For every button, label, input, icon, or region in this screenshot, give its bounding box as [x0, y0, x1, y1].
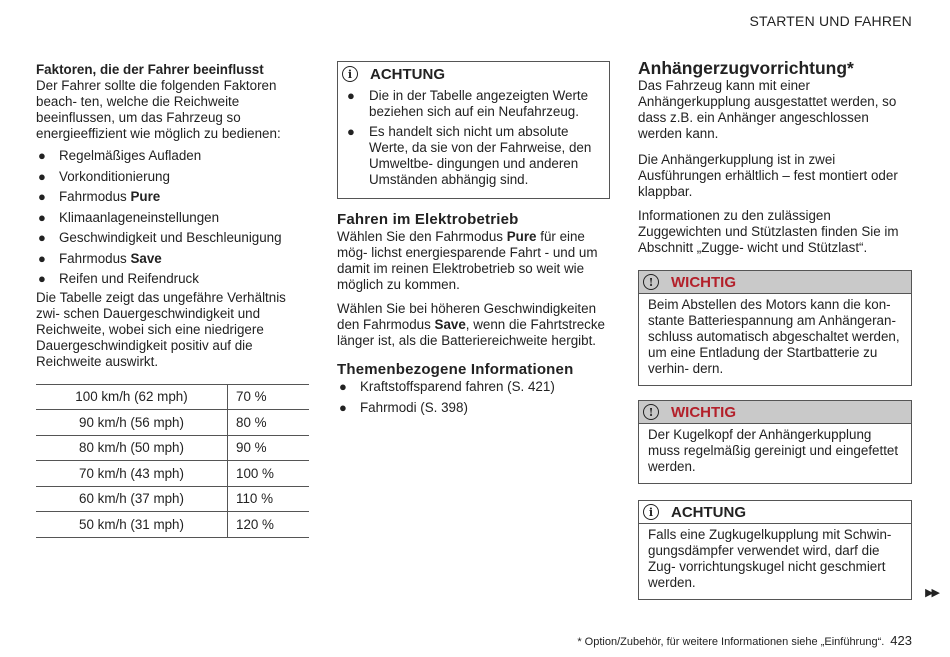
list-item-text: Regelmäßiges Aufladen	[59, 148, 202, 163]
exclamation-icon: !	[643, 274, 659, 290]
factors-intro: Der Fahrer sollte die folgenden Faktoren beach- ten, welche die Reichweite beeinflussen, um das Fahrzeug so energieeffizient wie möglich zu bedienen:	[36, 78, 281, 141]
next-page-icon: ▶▶	[925, 587, 938, 599]
wichtig-box-header	[639, 401, 911, 424]
achtung-box-body	[639, 524, 911, 599]
list-item-text: Fahrmodus	[59, 250, 131, 266]
footer	[577, 633, 912, 648]
achtung-box-right	[638, 500, 912, 600]
section-title: STARTEN UND FAHREN	[749, 13, 912, 29]
related-heading: Themenbezogene Informationen	[337, 361, 574, 378]
list-item	[36, 148, 309, 164]
electric-heading: Fahren im Elektrobetrieb	[337, 211, 519, 228]
mode-name: Pure	[506, 229, 537, 244]
page-number: 423	[890, 633, 912, 648]
achtung-box-header	[338, 62, 609, 86]
percent-cell: 120 %	[228, 512, 310, 538]
mode-name: Save	[434, 317, 466, 332]
bullet-icon: ●	[347, 88, 355, 103]
list-item-text: Klimaanlageneinstellungen	[59, 209, 220, 225]
list-item	[36, 230, 309, 246]
link-text[interactable]: Fahrmodi (S. 398)	[360, 399, 468, 415]
bullet-icon: ●	[339, 379, 347, 394]
bullet-icon: ●	[347, 124, 355, 139]
text-run: , wenn die Fahrtstrecke länger ist, als die Batteriereichweite hergibt.	[337, 317, 605, 348]
bullet-icon: ●	[38, 250, 46, 266]
mode-name: Pure	[130, 189, 161, 204]
wichtig-text: Beim Abstellen des Motors kann die kon- stante Batteriespannung am Anhängeran- schluss automatisch abgeschaltet werden, um eine Entladung der Startbatterie zu verhin- dern.	[648, 297, 900, 376]
wichtig-box-1	[638, 270, 912, 386]
table-row	[36, 410, 309, 436]
list-item-text: Reifen und Reifendruck	[59, 271, 199, 286]
speed-cell: 100 km/h (62 mph)	[36, 384, 228, 410]
achtung-title: ACHTUNG	[370, 65, 445, 83]
bullet-icon: ●	[38, 230, 46, 245]
speed-cell: 70 km/h (43 mph)	[36, 461, 228, 487]
bullet-icon: ●	[38, 189, 46, 204]
exclamation-icon: !	[643, 404, 659, 420]
table-row	[36, 461, 309, 487]
wichtig-text: Der Kugelkopf der Anhängerkupplung muss regelmäßig gereinigt und eingefettet werden.	[648, 427, 899, 474]
percent-cell: 70 %	[228, 384, 310, 410]
wichtig-box-body	[639, 424, 911, 483]
towbar-paragraph-1: Die Anhängerkupplung ist in zwei Ausführungen erhältlich – fest montiert oder klappbar.	[638, 152, 898, 199]
link-text[interactable]: Kraftstoffsparend fahren (S. 421)	[360, 379, 555, 394]
percent-cell: 110 %	[228, 486, 310, 512]
list-item-text: Die in der Tabelle angezeigten Werte beziehen sich auf ein Neufahrzeug.	[369, 88, 589, 119]
list-item-text: Geschwindigkeit und Beschleunigung	[59, 230, 282, 245]
list-item	[346, 124, 600, 188]
bullet-icon: ●	[339, 399, 347, 415]
speed-cell: 50 km/h (31 mph)	[36, 512, 228, 538]
table-intro: Die Tabelle zeigt das ungefähre Verhältnis zwi- schen Dauergeschwindigkeit und Reichweite, wobei sich eine niedrigere Dauergeschwindigkeit positiv auf die Reichweite auswirkt.	[36, 289, 286, 369]
wichtig-box-body	[639, 294, 911, 385]
percent-cell: 100 %	[228, 461, 310, 487]
achtung-box	[337, 61, 610, 199]
mode-name: Save	[130, 250, 162, 266]
bullet-icon: ●	[38, 148, 46, 163]
list-item-text: Vorkonditionierung	[59, 168, 170, 184]
column-right	[638, 58, 912, 600]
towbar-paragraph-2: Informationen zu den zulässigen Zuggewichten und Stützlasten finden Sie im Abschnitt „Zugge- wicht und Stützlast“.	[638, 208, 899, 255]
electric-paragraph-1	[337, 229, 610, 293]
bullet-icon: ●	[38, 168, 46, 184]
related-link[interactable]	[337, 400, 610, 416]
table-row	[36, 486, 309, 512]
wichtig-title: WICHTIG	[671, 273, 736, 291]
table-row	[36, 435, 309, 461]
factors-heading: Faktoren, die der Fahrer beeinflusst	[36, 62, 264, 77]
wichtig-box-header	[639, 271, 911, 294]
speed-cell: 80 km/h (50 mph)	[36, 435, 228, 461]
speed-range-table	[36, 384, 309, 538]
list-item	[36, 271, 309, 287]
achtung-title: ACHTUNG	[671, 503, 746, 521]
towbar-heading: Anhängerzugvorrichtung*	[638, 58, 854, 78]
list-item-text: Fahrmodus	[59, 189, 131, 204]
factors-list	[36, 148, 309, 287]
table-row	[36, 512, 309, 538]
list-item	[36, 189, 309, 205]
related-link[interactable]	[337, 379, 610, 395]
electric-paragraph-2	[337, 301, 610, 349]
list-item	[36, 169, 309, 185]
percent-cell: 80 %	[228, 410, 310, 436]
info-icon: i	[342, 66, 358, 82]
column-middle	[337, 61, 610, 420]
achtung-list	[346, 88, 600, 188]
wichtig-title: WICHTIG	[671, 403, 736, 421]
bullet-icon: ●	[38, 271, 46, 286]
text-run: für eine mög- lichst energiesparende Fahrt - und um damit im reinen Elektrobetrieb so weit wie möglich zu kommen.	[337, 229, 598, 292]
speed-cell: 60 km/h (37 mph)	[36, 486, 228, 512]
achtung-box-body	[338, 86, 609, 198]
list-item	[36, 251, 309, 267]
table-row	[36, 384, 309, 410]
text-run: Wählen Sie bei höheren Geschwindigkeiten den Fahrmodus	[337, 301, 597, 332]
column-left	[36, 60, 309, 538]
footnote: * Option/Zubehör, für weitere Informationen siehe „Einführung“.	[577, 636, 885, 648]
related-links	[337, 379, 610, 416]
list-item	[346, 88, 600, 120]
achtung-text: Falls eine Zugkugelkupplung mit Schwin- gungsdämpfer verwendet wird, darf die Zug- vorrichtungskugel nicht geschmiert werden.	[648, 527, 892, 590]
info-icon: i	[643, 504, 659, 520]
towbar-lead: Das Fahrzeug kann mit einer Anhängerkupplung ausgestattet werden, so dass z.B. ein Anhänger angeschlossen werden kann.	[638, 78, 897, 141]
speed-cell: 90 km/h (56 mph)	[36, 410, 228, 436]
bullet-icon: ●	[38, 209, 46, 225]
text-run: Wählen Sie den Fahrmodus	[337, 229, 507, 244]
achtung-box-header	[639, 501, 911, 524]
list-item-text: Es handelt sich nicht um absolute Werte, da sie von der Fahrweise, den Umweltbe- dingungen und anderen Umständen abhängig sind.	[369, 124, 592, 187]
percent-cell: 90 %	[228, 435, 310, 461]
list-item	[36, 210, 309, 226]
wichtig-box-2	[638, 400, 912, 484]
